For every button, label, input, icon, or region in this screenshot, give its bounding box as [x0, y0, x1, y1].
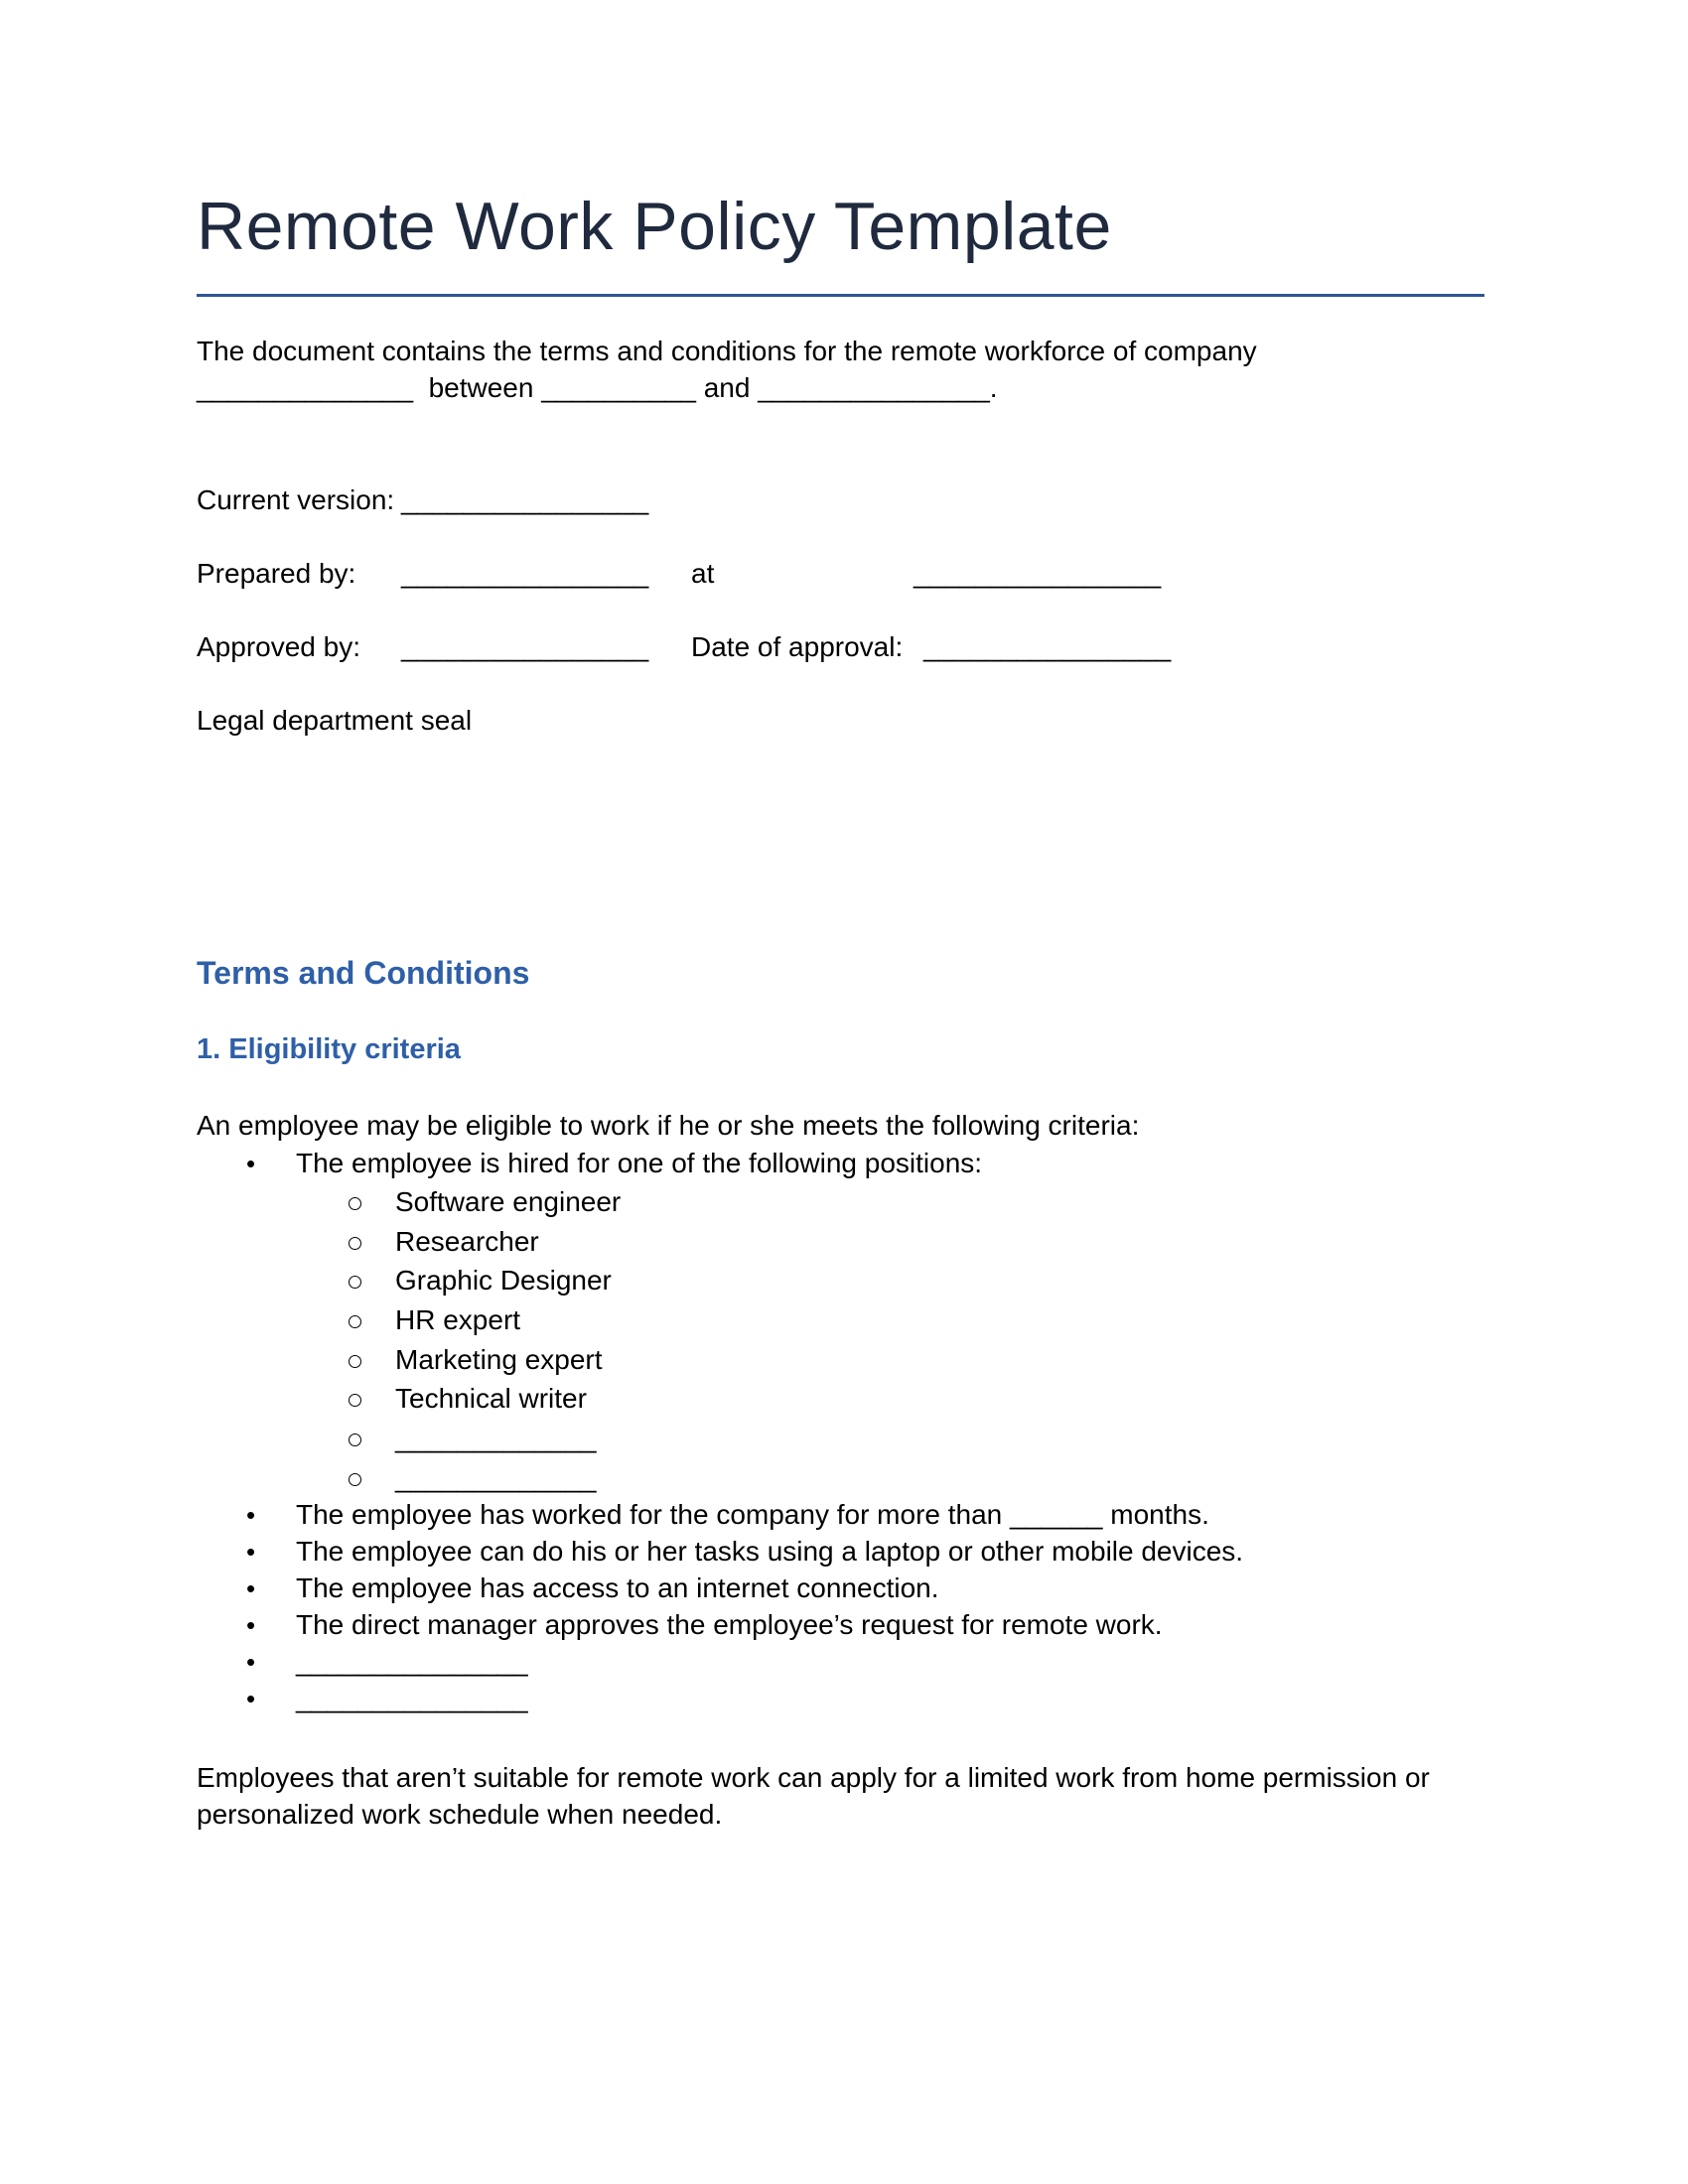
bullet-icon: •: [246, 1647, 256, 1677]
sub-list-item: _____________: [395, 1462, 597, 1493]
sub-list-item: Software engineer: [395, 1186, 622, 1217]
circle-bullet-icon: [349, 1315, 361, 1328]
current-version-blank: ________________: [401, 484, 649, 515]
criteria-intro: An employee may be eligible to work if he or she meets the following criteria:: [197, 1110, 1140, 1141]
bullet-icon: •: [246, 1149, 256, 1178]
at-label: at: [691, 558, 715, 589]
sub-list-item: Researcher: [395, 1226, 539, 1257]
closing-line-1: Employees that aren’t suitable for remote work can apply for a limited work from home permission or: [197, 1762, 1430, 1793]
list-item: The direct manager approves the employee’s request for remote work.: [296, 1609, 1163, 1640]
bullet-icon: •: [246, 1684, 256, 1713]
sub-list-item: Graphic Designer: [395, 1265, 612, 1296]
circle-bullet-icon: [349, 1197, 361, 1210]
bullet-icon: •: [246, 1573, 256, 1603]
bullet-icon: •: [246, 1537, 256, 1567]
closing-line-2: personalized work schedule when needed.: [197, 1799, 723, 1830]
intro-line-1: The document contains the terms and conditions for the remote workforce of company: [197, 336, 1257, 366]
list-item: The employee can do his or her tasks using a laptop or other mobile devices.: [296, 1536, 1244, 1567]
legal-seal-label: Legal department seal: [197, 705, 473, 736]
circle-bullet-icon: [349, 1473, 361, 1486]
circle-bullet-icon: [349, 1394, 361, 1407]
sub-list-item: Technical writer: [395, 1383, 587, 1414]
circle-bullet-icon: [349, 1276, 361, 1289]
at-blank: ________________: [914, 558, 1162, 589]
list-item: _______________: [296, 1683, 528, 1713]
circle-bullet-icon: [349, 1433, 361, 1446]
date-of-approval-blank: ________________: [923, 631, 1172, 662]
approved-by-label: Approved by:: [197, 631, 360, 662]
sub-list-item: _____________: [395, 1423, 597, 1453]
current-version-label: Current version:: [197, 484, 395, 515]
subsection-heading: 1. Eligibility criteria: [197, 1033, 461, 1065]
list-item: _______________: [296, 1646, 528, 1677]
document-title: Remote Work Policy Template: [197, 189, 1112, 264]
circle-bullet-icon: [349, 1355, 361, 1368]
bullet-icon: •: [246, 1610, 256, 1640]
sub-list-item: Marketing expert: [395, 1344, 603, 1375]
title-divider: [197, 294, 1484, 297]
sub-list-item: HR expert: [395, 1304, 521, 1335]
date-of-approval-label: Date of approval:: [691, 631, 904, 662]
list-item: The employee is hired for one of the following positions:: [296, 1148, 983, 1178]
section-heading: Terms and Conditions: [197, 955, 530, 991]
list-item: The employee has access to an internet connection.: [296, 1572, 939, 1603]
prepared-by-label: Prepared by:: [197, 558, 356, 589]
circle-bullet-icon: [349, 1237, 361, 1250]
approved-by-blank: ________________: [401, 631, 649, 662]
list-item: The employee has worked for the company for more than ______ months.: [296, 1499, 1209, 1530]
intro-line-2: ______________ between __________ and _______________.: [197, 372, 998, 403]
prepared-by-blank: ________________: [401, 558, 649, 589]
bullet-icon: •: [246, 1500, 256, 1530]
